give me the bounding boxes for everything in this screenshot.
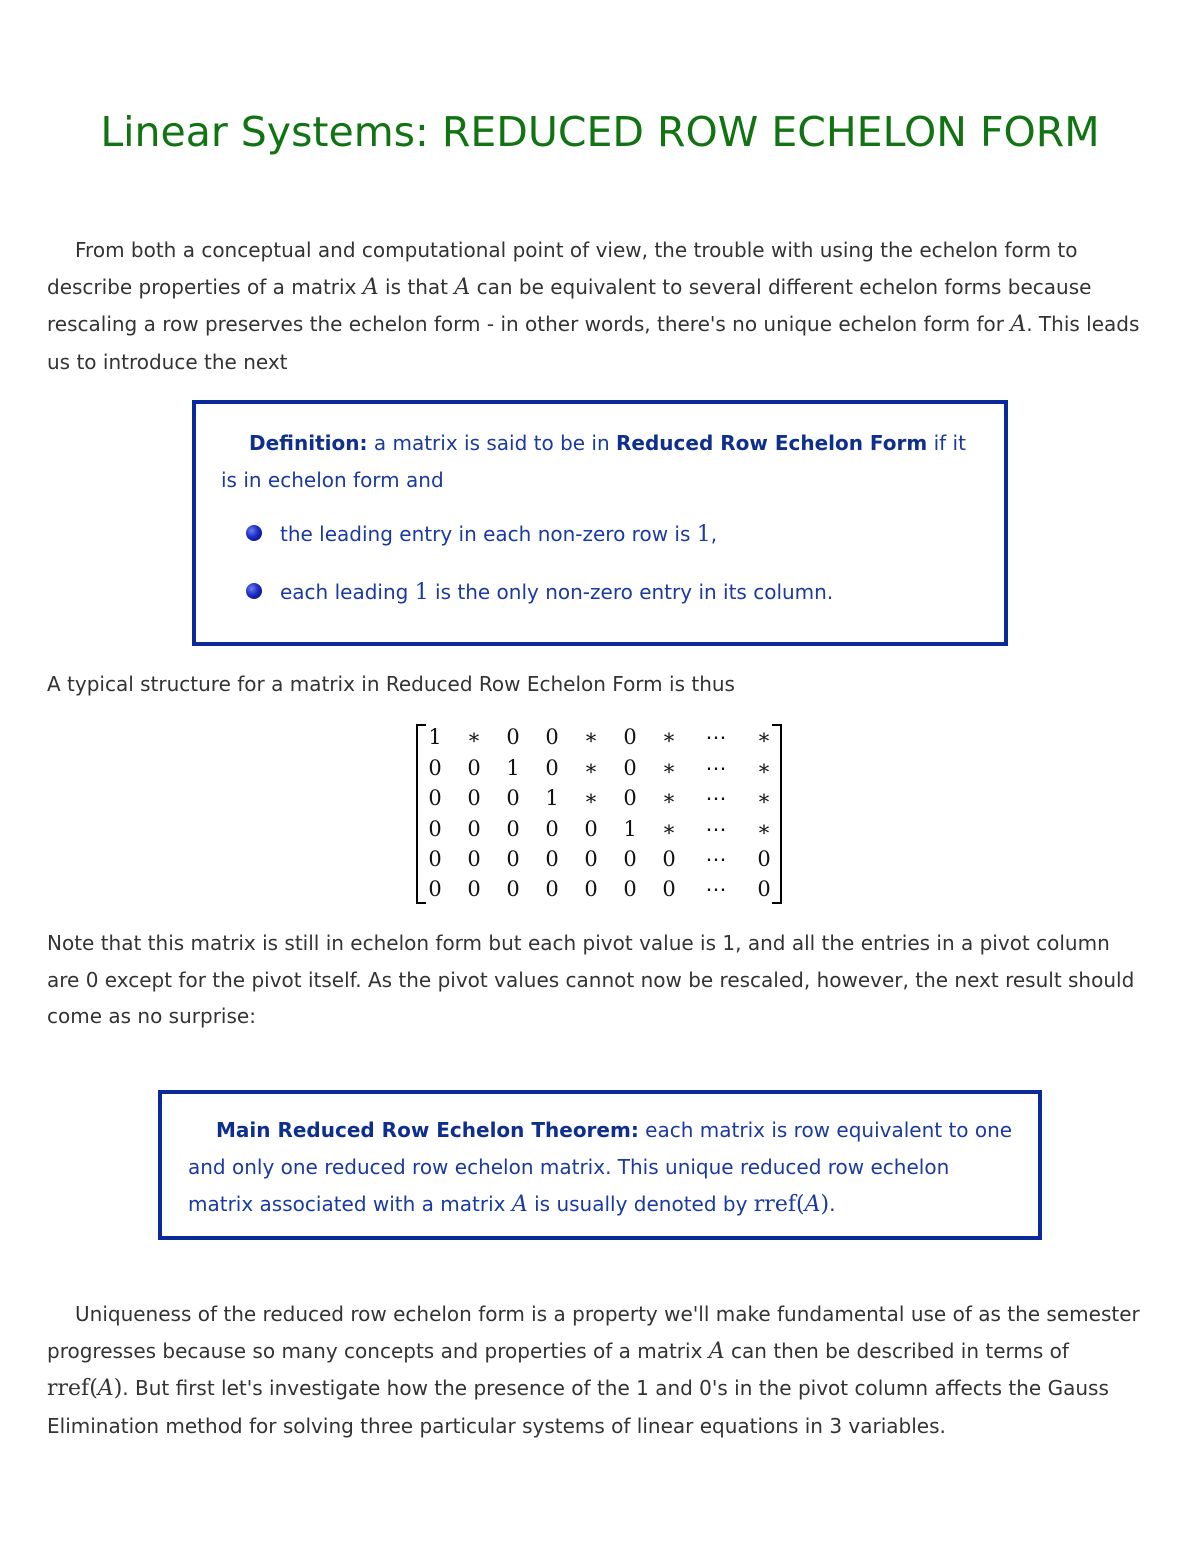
matrix-cell: 0 [584,877,598,901]
matrix-cell: 0 [662,877,676,901]
matrix-cell: 0 [623,725,637,749]
matrix-cell: 0 [623,877,637,901]
matrix-cell: 0 [428,756,442,780]
matrix-cell: 0 [545,817,559,841]
definition-box: Definition: a matrix is said to be in Reduced Row Echelon Form if it is in echelon form and the leading entry in each non-zero row is 1, each leading 1 is the only non-zero entry in its column. [192,400,1008,646]
matrix-cell: 0 [623,786,637,810]
matrix-cell: 0 [545,725,559,749]
matrix-cell: 0 [623,847,637,871]
matrix-cell: 1 [623,817,637,841]
matrix-cell: 0 [467,877,481,901]
theorem-text: Main Reduced Row Echelon Theorem: each matrix is row equivalent to one and only one reduced row echelon matrix. This unique reduced row echelon matrix associated with a matrix A is usually denoted by rref(A). [188,1118,1013,1217]
matrix-cell: ⋯ [705,786,727,810]
matrix-cell: 0 [662,847,676,871]
theorem-box [158,1090,1042,1240]
definition-text: Definition: a matrix is said to be in Reduced Row Echelon Form if it is in echelon form and [221,431,966,492]
definition-label: Definition: [249,431,368,455]
math-var: A [511,1192,528,1217]
matrix-cell: 0 [467,786,481,810]
math-func: rref [753,1192,796,1217]
definition-term: Reduced Row Echelon Form [616,431,928,455]
matrix-cell: ⋯ [705,847,727,871]
matrix-cell: 0 [506,725,520,749]
note-paragraph: Note that this matrix is still in echelon form but each pivot value is 1, and all the entries in a pivot column are 0 except for the pivot itself. As the pivot values cannot now be rescaled, however, the next result should come as no surprise: [47,931,1135,1029]
matrix-cell: 0 [428,847,442,871]
math-var: A [1010,312,1027,338]
structure-text: A typical structure for a matrix in Reduced Row Echelon Form is thus [47,672,735,696]
matrix-cell: 0 [757,847,771,871]
matrix-cell: 0 [623,756,637,780]
matrix-cell: 0 [584,847,598,871]
matrix-cell: 0 [428,877,442,901]
matrix-cell: ∗ [661,756,677,780]
matrix-cell: ⋯ [705,877,727,901]
matrix-cell: 0 [545,847,559,871]
theorem-label: Main Reduced Row Echelon Theorem: [216,1118,639,1142]
matrix-cell: ∗ [583,756,599,780]
matrix-cell: 0 [428,817,442,841]
matrix-cell: 1 [545,786,559,810]
closing-paragraph: Uniqueness of the reduced row echelon form is a property we'll make fundamental use of as the semester progresses because so many concepts and properties of a matrix A can then be described in terms of rref(A). But first let's investigate how the presence of the 1 and 0's in the pivot column affects the Gauss Elimination method for solving three particular systems of linear equations in 3 variables. [47,1302,1140,1439]
matrix-cell: ∗ [756,725,772,749]
matrix-cell: ∗ [583,786,599,810]
matrix-cell: ∗ [661,725,677,749]
matrix-cell: 1 [428,725,442,749]
matrix-cell: ⋯ [705,756,727,780]
matrix-cell: 0 [506,786,520,810]
matrix-cell: 1 [506,756,520,780]
matrix-cell: ∗ [756,817,772,841]
matrix-cell: 0 [467,756,481,780]
matrix-cell: ∗ [756,756,772,780]
page-title: Linear Systems: REDUCED ROW ECHELON FORM [100,108,1100,156]
math-var: A [454,274,471,300]
matrix-cell: 0 [467,817,481,841]
matrix-cell: ∗ [583,725,599,749]
matrix-cell: ∗ [756,786,772,810]
rref-matrix [412,724,786,902]
matrix-cell: ∗ [466,725,482,749]
matrix-cell: 0 [428,786,442,810]
matrix-cell: ⋯ [705,817,727,841]
math-func: rref [47,1376,90,1402]
matrix-cell: 0 [467,847,481,871]
math-var: A [708,1338,725,1364]
bullet-icon [246,583,262,599]
matrix-cell: ⋯ [705,725,727,749]
bullet-icon [246,525,262,541]
matrix-cell: 0 [757,877,771,901]
matrix-cell: 0 [506,877,520,901]
intro-paragraph: From both a conceptual and computational point of view, the trouble with using the echelon form to describe properties of a matrix A is that A can be equivalent to several different echelon forms because rescaling a row preserves the echelon form - in other words, there's no unique echelon form for A. This leads us to introduce the next [47,238,1140,375]
math-var: A [362,274,379,300]
matrix-cell: ∗ [661,786,677,810]
matrix-cell: 0 [545,877,559,901]
matrix-cell: ∗ [661,817,677,841]
matrix-cell: 0 [506,817,520,841]
matrix-cell: 0 [545,756,559,780]
matrix-cell: 0 [584,817,598,841]
matrix-cell: 0 [506,847,520,871]
